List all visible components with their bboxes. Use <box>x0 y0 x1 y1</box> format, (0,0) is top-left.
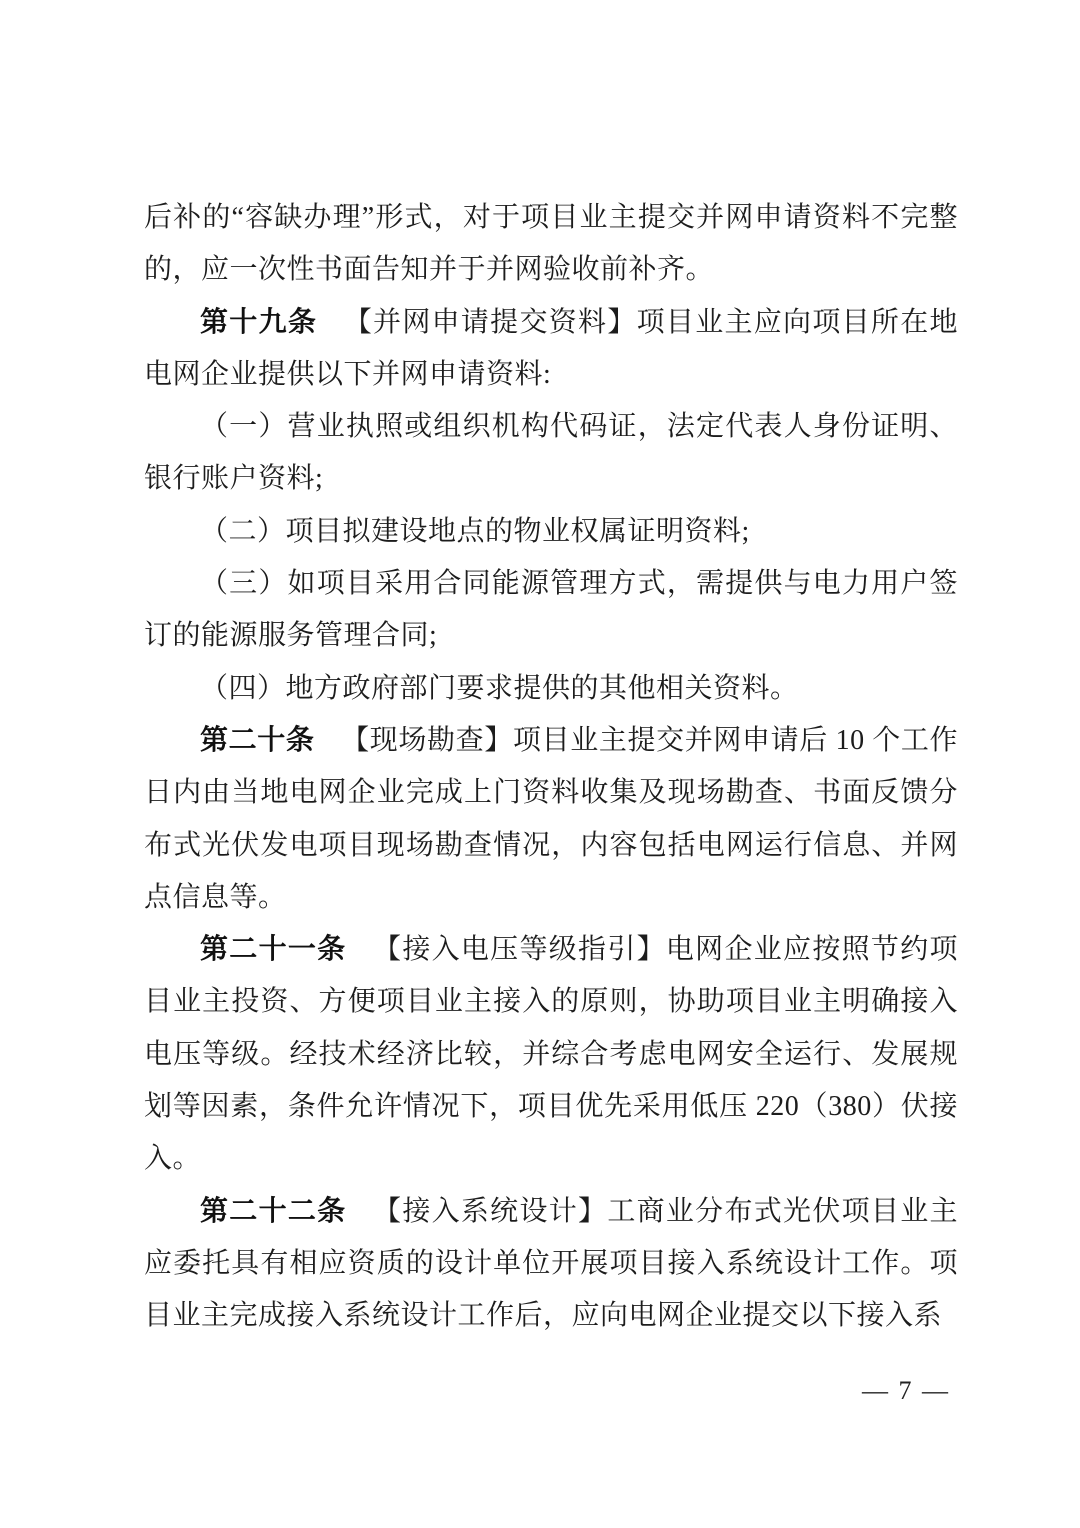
article-22-number: 第二十二条 <box>200 1195 347 1227</box>
list-item-1 <box>144 401 958 506</box>
list-item-4 <box>144 663 958 715</box>
paragraph-text: 【并网申请提交资料】项目业主应向项目所在地电网企业提供以下并网申请资料: <box>144 306 958 390</box>
article-19-number: 第十九条 <box>200 306 318 338</box>
list-item-2 <box>144 506 958 558</box>
article-19-paragraph <box>144 297 958 402</box>
paragraph-carryover <box>144 192 958 297</box>
article-22-paragraph <box>144 1186 958 1343</box>
paragraph-text: 【接入系统设计】工商业分布式光伏项目业主应委托具有相应资质的设计单位开展项目接入系统设计工作。项目业主完成接入系统设计工作后，应向电网企业提交以下接入系 <box>144 1195 958 1332</box>
page-number: — 7 — <box>862 1376 950 1405</box>
article-20-number: 第二十条 <box>200 724 315 756</box>
article-21-number: 第二十一条 <box>200 934 347 966</box>
paragraph-text: （三）如项目采用合同能源管理方式，需提供与电力用户签订的能源服务管理合同; <box>144 568 958 652</box>
paragraph-text: （二）项目拟建设地点的物业权属证明资料; <box>200 515 750 547</box>
paragraph-text: 后补的“容缺办理”形式，对于项目业主提交并网申请资料不完整的，应一次性书面告知并于并网验收前补齐。 <box>144 202 958 286</box>
article-21-paragraph <box>144 924 958 1185</box>
document-body <box>144 192 958 1343</box>
paragraph-text: 【现场勘查】项目业主提交并网申请后 10 个工作日内由当地电网企业完成上门资料收集及现场勘查、书面反馈分布式光伏发电项目现场勘查情况，内容包括电网运行信息、并网点信息等。 <box>144 724 958 913</box>
paragraph-text: （一）营业执照或组织机构代码证，法定代表人身份证明、银行账户资料; <box>144 411 958 495</box>
paragraph-text: 【接入电压等级指引】电网企业应按照节约项目业主投资、方便项目业主接入的原则，协助项目业主明确接入电压等级。经技术经济比较，并综合考虑电网安全运行、发展规划等因素，条件允许情况下，项目优先采用低压 220（380）伏接入。 <box>144 934 958 1175</box>
paragraph-text: （四）地方政府部门要求提供的其他相关资料。 <box>200 672 799 704</box>
article-20-paragraph <box>144 715 958 924</box>
list-item-3 <box>144 558 958 663</box>
